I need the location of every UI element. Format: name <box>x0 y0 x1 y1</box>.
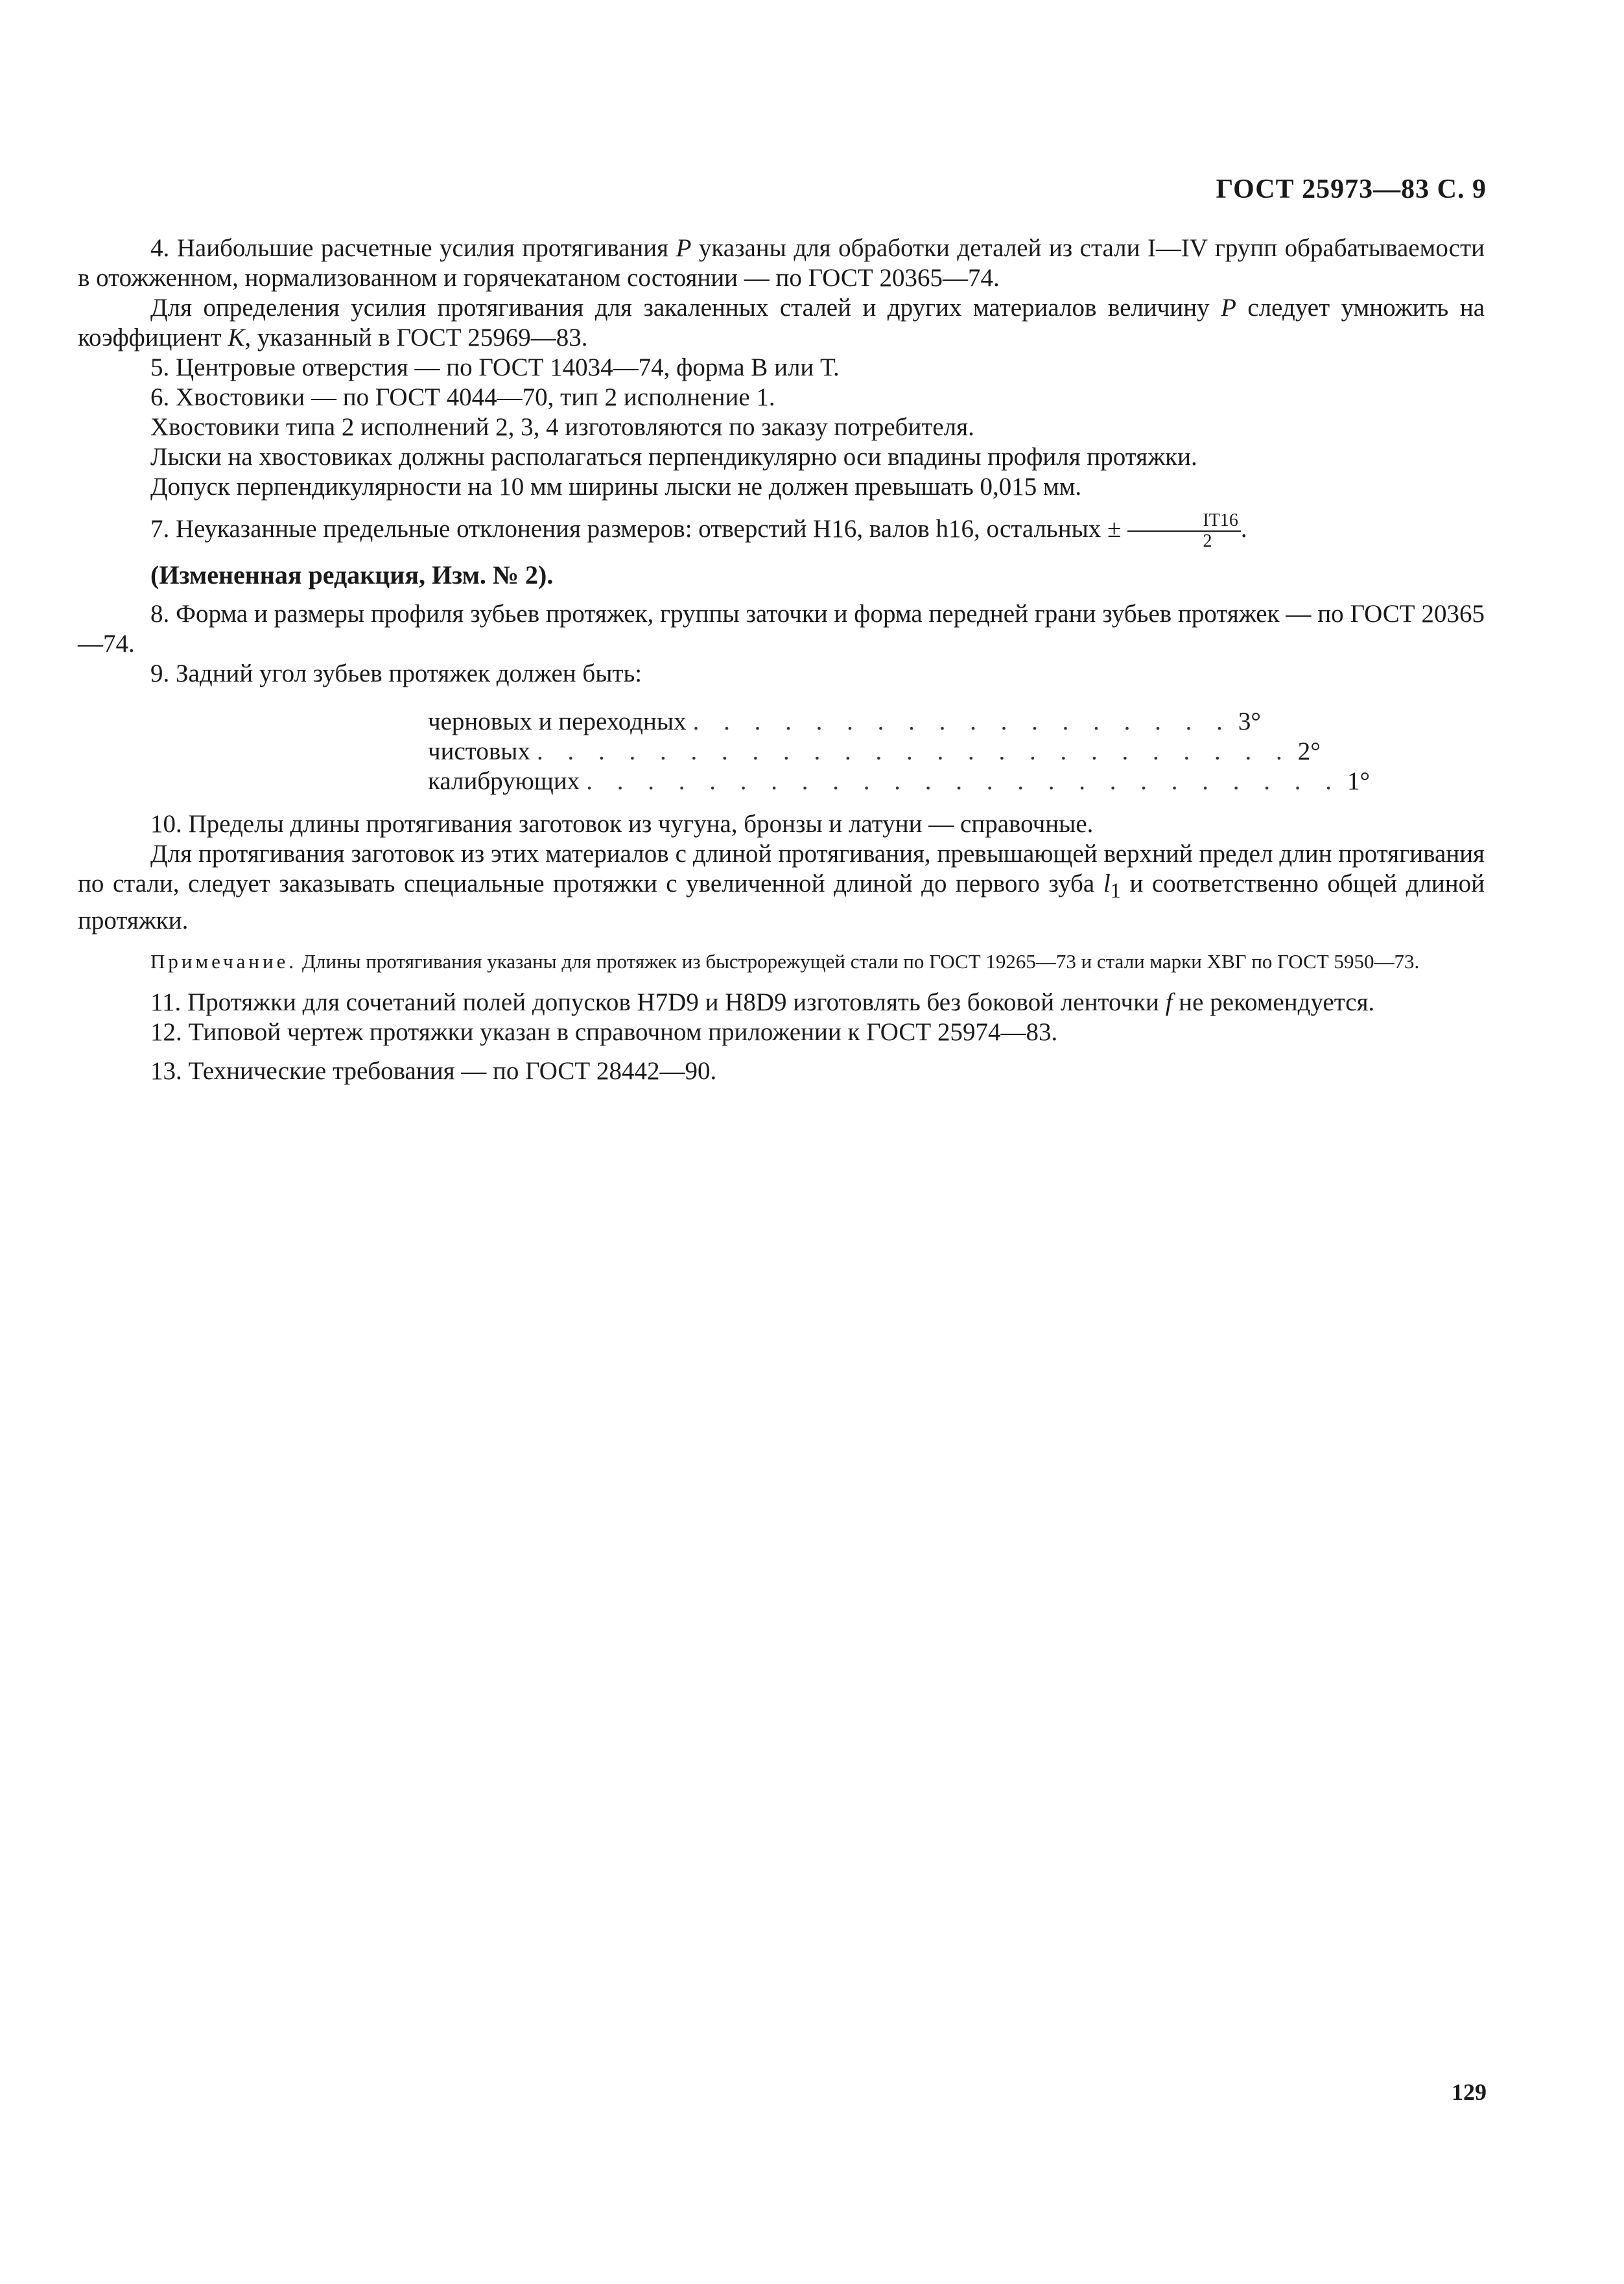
var-l-subscript: 1 <box>1110 879 1121 903</box>
item-6-shank-types: Хвостовики типа 2 исполнений 2, 3, 4 изготовляются по заказу потребителя. <box>150 413 974 441</box>
var-f: f <box>1165 988 1173 1016</box>
item-11 <box>78 988 1485 1017</box>
note-text: Длины протягивания указаны для протяжек из быстрорежущей стали по ГОСТ 19265—73 и стали марки ХВГ по ГОСТ 5950—73. <box>301 949 1420 973</box>
item-10b-text-a: Для протягивания заготовок из этих материалов с длиной протягивания, превышающей верхний предел длин протягивания по стали, следует заказывать специальные протяжки с увеличенной длиной до первого зуба <box>78 840 1485 898</box>
item-10: 10. Пределы длины протягивания заготовок из чугуна, бронзы и латуни — справочные. <box>150 810 1094 838</box>
item-4 <box>78 233 1485 293</box>
page-number: 129 <box>1452 2079 1487 2105</box>
note <box>78 950 1485 973</box>
item-6-flats: Лыски на хвостовиках должны располагаться перпендикулярно оси впадины профиля протяжки. <box>150 443 1197 471</box>
item-4c-text-b: следует умножить на коэффициент <box>78 294 1485 351</box>
angle-value: 2° <box>1297 737 1321 765</box>
document-body <box>78 233 1485 1086</box>
fraction-numerator: IT16 <box>1127 511 1240 532</box>
item-5: 5. Центровые отверстия — по ГОСТ 14034—74, форма В или Т. <box>150 353 840 381</box>
item-6-tolerance: Допуск перпендикулярности на 10 мм ширины лыски не должен превышать 0,015 мм. <box>150 473 1082 501</box>
item-7-text: 7. Неуказанные предельные отклонения размеров: отверстий Н16, валов h16, остальных ± <box>150 514 1122 543</box>
angle-label: черновых и переходных <box>428 708 687 735</box>
angle-value: 1° <box>1347 767 1371 795</box>
item-11-text-a: 11. Протяжки для сочетаний полей допусков H7D9 и H8D9 изготовлять без боковой ленточки <box>150 988 1159 1016</box>
fraction-denominator: 2 <box>1203 531 1212 551</box>
angle-row-calibrating <box>428 767 1371 796</box>
item-7-end: . <box>1240 514 1247 543</box>
angle-label: калибрующих <box>428 767 580 795</box>
item-7 <box>78 511 1485 551</box>
item-9: 9. Задний угол зубьев протяжек должен быть: <box>150 660 642 687</box>
item-11-text-b: не рекомендуется. <box>1179 988 1375 1016</box>
angle-value: 3° <box>1238 708 1261 735</box>
angle-label: чистовых <box>428 737 530 765</box>
item-13: 13. Технические требования — по ГОСТ 28442—90. <box>150 1056 717 1085</box>
leader-dots: . . . . . . . . . . . . . . . . . . <box>692 708 1232 735</box>
item-6: 6. Хвостовики — по ГОСТ 4044—70, тип 2 исполнение 1. <box>150 383 775 411</box>
var-l: l <box>1103 870 1111 898</box>
angle-row-finishing <box>428 737 1321 767</box>
item-10-continued <box>78 839 1485 936</box>
var-p: P <box>1221 294 1236 322</box>
item-4c-text-c: указанный в ГОСТ 25969—83. <box>257 324 588 351</box>
leader-dots: . . . . . . . . . . . . . . . . . . . . . . . . . <box>586 767 1341 795</box>
item-4c-text-a: Для определения усилия протягивания для закаленных сталей и других материалов величину <box>150 294 1210 322</box>
item-12: 12. Типовой чертеж протяжки указан в справочном приложении к ГОСТ 25974—83. <box>150 1017 1058 1046</box>
page-header: ГОСТ 25973—83 С. 9 <box>1216 174 1487 204</box>
fraction-it16 <box>1127 511 1240 551</box>
item-4-continued <box>78 293 1485 353</box>
item-4-text-a: 4. Наибольшие расчетные усилия протягивания <box>150 234 669 262</box>
item-8: 8. Форма и размеры профиля зубьев протяжек, группы заточки и форма передней грани зубьев протяжек — по ГОСТ 20365—74. <box>78 600 1485 658</box>
amendment-note: (Измененная редакция, Изм. № 2). <box>150 560 554 589</box>
leader-dots: . . . . . . . . . . . . . . . . . . . . . . . . . <box>536 737 1291 765</box>
var-k: K, <box>228 324 252 351</box>
item-10b-text-b: и соответственно общей длиной протяжки. <box>78 870 1485 934</box>
item-4-text-b: указаны для обработки деталей из стали I—IV групп обрабатываемости в отожженном, нормализованном и горячекатаном состоянии — по ГОСТ 20365—74. <box>78 234 1485 292</box>
relief-angle-list <box>428 707 1371 796</box>
note-label: Примечание. <box>150 949 298 973</box>
var-p: P <box>676 234 692 262</box>
angle-row-roughing <box>428 707 1261 737</box>
